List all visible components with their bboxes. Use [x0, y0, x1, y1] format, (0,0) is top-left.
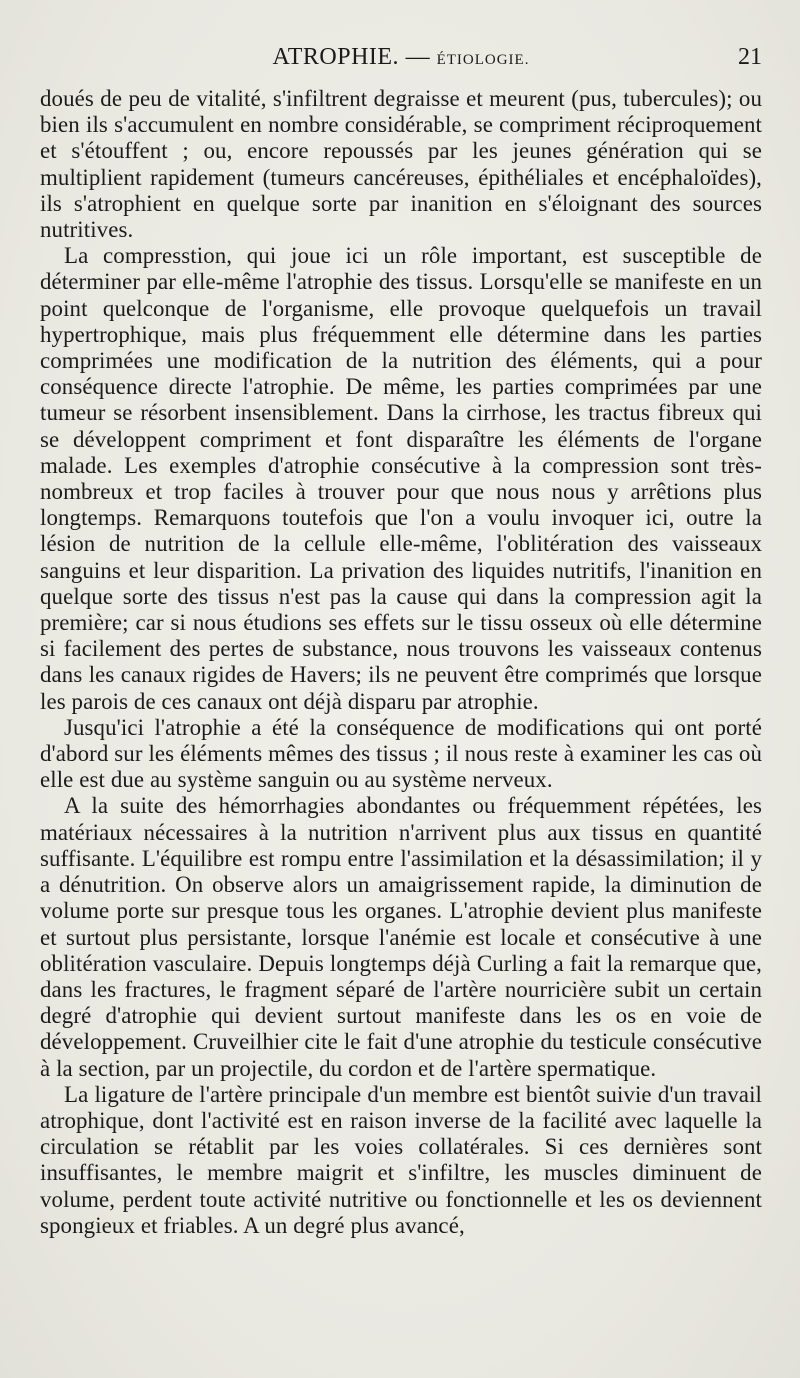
- paragraph-5: La ligature de l'artère principale d'un membre est bientôt suivie d'un travail atrophique, dont l'activité est en raison inverse de la facilité avec laquelle la circulation se rétablit par les voies collatérales. Si ces dernières sont insuffisantes, le membre maigrit et s'infiltre, les muscles diminuent de volume, perdent toute activité nutritive ou fonctionnelle et les os deviennent spongieux et friables. A un degré plus avancé,: [40, 1081, 762, 1238]
- paragraph-2: La compresstion, qui joue ici un rôle important, est susceptible de déterminer par elle-même l'atrophie des tissus. Lorsqu'elle se manifeste en un point quelconque de l'organisme, elle provoque quelquefois un travail hypertrophique, mais plus fréquemment elle détermine dans les parties comprimées une modification de la nutrition des éléments, qui a pour conséquence directe l'atrophie. De même, les parties comprimées par une tumeur se résorbent insensiblement. Dans la cirrhose, les tractus fibreux qui se développent compriment et font disparaître les éléments de l'organe malade. Les exemples d'atrophie consécutive à la compression sont très-nombreux et trop faciles à trouver pour que nous nous y arrêtions plus longtemps. Remarquons toutefois que l'on a voulu invoquer ici, outre la lésion de nutrition de la cellule elle-même, l'oblitération des vaisseaux sanguins et leur disparition. La privation des liquides nutritifs, l'inanition en quelque sorte des tissus n'est pas la cause qui dans la compression agit la première; car si nous étudions ses effets sur le tissu osseux où elle détermine si facilement des pertes de substance, nous trouvons les vaisseaux contenus dans les canaux rigides de Havers; ils ne peuvent être comprimés que lorsque les parois de ces canaux ont déjà disparu par atrophie.: [40, 243, 762, 714]
- paragraph-4: A la suite des hémorrhagies abondantes ou fréquemment répétées, les matériaux nécessaires à la nutrition n'arrivent plus aux tissus en quantité suffisante. L'équilibre est rompu entre l'assimilation et la désassimilation; il y a dénutrition. On observe alors un amaigrissement rapide, la diminution de volume porte sur presque tous les organes. L'atrophie devient plus manifeste et surtout plus persistante, lorsque l'anémie est locale et consécutive à une oblitération vasculaire. Depuis longtemps déjà Curling a fait la remarque que, dans les fractures, le fragment séparé de l'artère nourricière subit un certain degré d'atrophie qui devient surtout manifeste dans les os en voie de développement. Cruveilhier cite le fait d'une atrophie du testicule consécutive à la section, par un projectile, du cordon et de l'artère spermatique.: [40, 793, 762, 1081]
- paragraph-1: doués de peu de vitalité, s'infiltrent degraisse et meurent (pus, tubercules); ou bien ils s'accumulent en nombre considérable, se compriment réciproquement et s'étouffent ; ou, encore repoussés par les jeunes génération qui se multiplient rapidement (tumeurs cancéreuses, épithéliales et encéphaloïdes), ils s'atrophient en quelque sorte par inanition en s'éloignant des sources nutritives.: [40, 86, 762, 243]
- paragraph-3: Jusqu'ici l'atrophie a été la conséquence de modifications qui ont porté d'abord sur les éléments mêmes des tissus ; il nous reste à examiner les cas où elle est due au système sanguin ou au système nerveux.: [40, 714, 762, 793]
- body-text: [40, 86, 762, 1239]
- page-number: 21: [738, 44, 762, 70]
- page-header: [40, 44, 762, 74]
- running-head: [40, 44, 762, 71]
- section-title: ÉTIOLOGIE.: [436, 52, 530, 68]
- running-title: ATROPHIE.: [272, 44, 400, 70]
- title-separator: —: [405, 44, 431, 70]
